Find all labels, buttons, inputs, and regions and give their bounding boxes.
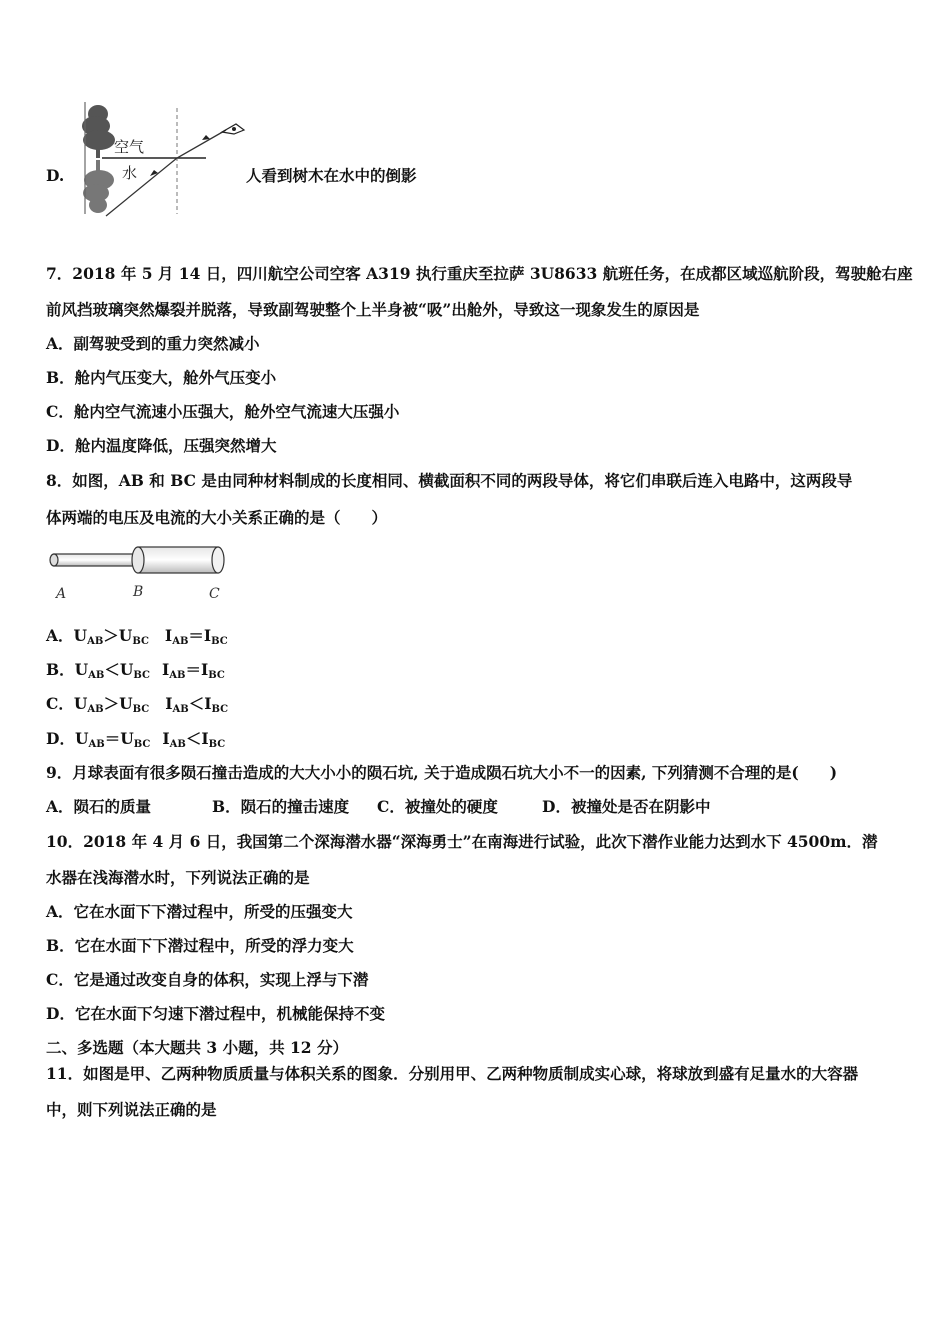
conductor-bc bbox=[132, 547, 224, 573]
q9-option-a: A．陨石的质量 bbox=[46, 797, 152, 816]
q10-option-b: B．它在水面下下潜过程中，所受的浮力变大 bbox=[46, 936, 354, 955]
water-label: 水 bbox=[122, 164, 138, 182]
q7-option-c: C．舱内空气流速小压强大，舱外空气流速大压强小 bbox=[46, 402, 400, 421]
q8-stem-line2: 体两端的电压及电流的大小关系正确的是（ ） bbox=[46, 508, 388, 527]
q8-option-d: D．$U_{AB}=U_{BC}$ $I_{AB}<I_{BC}$ bbox=[46, 729, 226, 750]
tree-icon bbox=[82, 105, 115, 158]
q9-option-b: B．陨石的撞击速度 bbox=[212, 797, 350, 816]
q10-stem-line1: 10．2018 年 4 月 6 日，我国第二个深海潜水器“深海勇士”在南海进行试验，此次下潜作业能力达到水下 4500m．潜 bbox=[46, 832, 878, 851]
label-c: C bbox=[209, 586, 220, 602]
eye-icon bbox=[222, 124, 244, 134]
section-title: 二、多选题（本大题共 3 小题，共 12 分） bbox=[46, 1038, 348, 1057]
q10-option-a: A．它在水面下下潜过程中，所受的压强变大 bbox=[46, 902, 353, 921]
tree-reflection-figure bbox=[76, 100, 248, 218]
q10-option-d: D．它在水面下匀速下潜过程中，机械能保持不变 bbox=[46, 1004, 385, 1023]
q9-option-c: C．被撞处的硬度 bbox=[377, 797, 498, 816]
q10-stem-line2: 水器在浅海潜水时，下列说法正确的是 bbox=[46, 868, 310, 887]
q9-stem: 9．月球表面有很多陨石撞击造成的大大小小的陨石坑, 关于造成陨石坑大小不一的因素, 下列猜测不合理的是( ) bbox=[46, 763, 838, 782]
q7-option-d: D．舱内温度降低，压强突然增大 bbox=[46, 436, 277, 455]
q6-option-d-letter: D. bbox=[46, 166, 65, 185]
q8-stem-line1: 8．如图，AB 和 BC 是由同种材料制成的长度相同、横截面积不同的两段导体，将它们串联后连入电路中，这两段导 bbox=[46, 471, 853, 490]
air-label: 空气 bbox=[114, 138, 145, 156]
label-a: A bbox=[56, 586, 67, 602]
q11-stem-line1: 11．如图是甲、乙两种物质质量与体积关系的图象．分别用甲、乙两种物质制成实心球，将球放到盛有足量水的大容器 bbox=[46, 1064, 859, 1083]
conductor-ab bbox=[50, 554, 140, 566]
q7-stem-line2: 前风挡玻璃突然爆裂并脱落，导致副驾驶整个上半身被“吸”出舱外，导致这一现象发生的原因是 bbox=[46, 300, 700, 319]
q7-stem-line1: 7．2018 年 5 月 14 日，四川航空公司空客 A319 执行重庆至拉萨 3U8633 航班任务，在成都区域巡航阶段，驾驶舱右座 bbox=[46, 264, 913, 283]
q6-option-d-caption: 人看到树木在水中的倒影 bbox=[246, 166, 417, 185]
q7-option-a: A．副驾驶受到的重力突然减小 bbox=[46, 334, 260, 353]
q10-option-c: C．它是通过改变自身的体积，实现上浮与下潜 bbox=[46, 970, 369, 989]
q8-option-a: A．$U_{AB}>U_{BC}$ $I_{AB}=I_{BC}$ bbox=[46, 626, 228, 647]
conductor-figure bbox=[46, 542, 236, 604]
q8-option-b: B．$U_{AB}<U_{BC}$ $I_{AB}=I_{BC}$ bbox=[46, 660, 225, 681]
tree-reflection-icon bbox=[83, 160, 114, 213]
q9-option-d: D．被撞处是否在阴影中 bbox=[542, 797, 711, 816]
q7-option-b: B．舱内气压变大，舱外气压变小 bbox=[46, 368, 277, 387]
label-b: B bbox=[133, 584, 144, 600]
q11-stem-line2: 中，则下列说法正确的是 bbox=[46, 1100, 217, 1119]
q8-option-c: C．$U_{AB}>U_{BC}$ $I_{AB}<I_{BC}$ bbox=[46, 694, 229, 715]
